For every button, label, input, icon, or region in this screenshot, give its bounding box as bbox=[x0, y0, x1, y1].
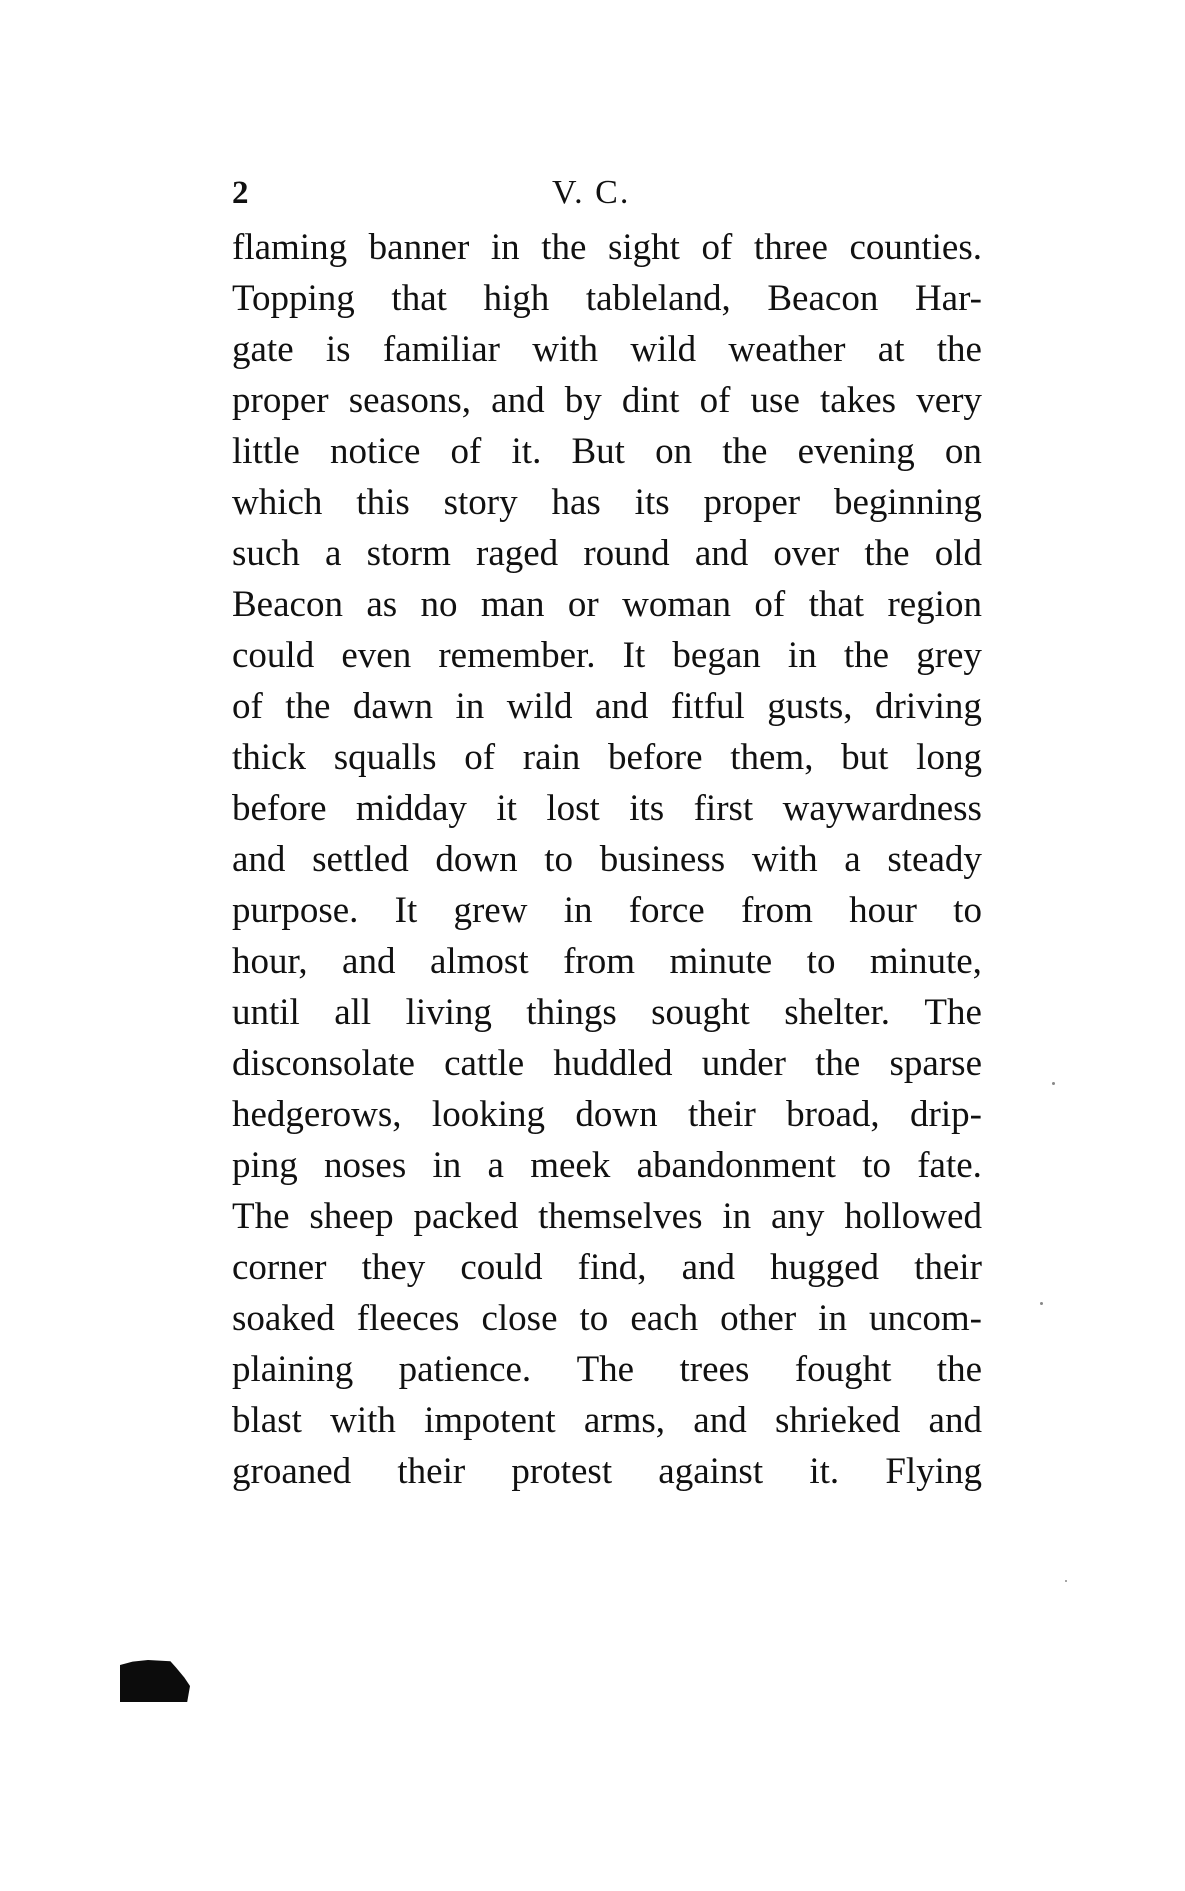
word: things bbox=[526, 992, 617, 1033]
word: remember. bbox=[438, 635, 596, 676]
word: disconsolate bbox=[232, 1043, 415, 1084]
word: such bbox=[232, 533, 300, 574]
page-number: 2 bbox=[232, 175, 249, 211]
word: before bbox=[608, 737, 703, 778]
word: in bbox=[432, 1145, 462, 1186]
word: other bbox=[720, 1298, 797, 1339]
word: rain bbox=[522, 737, 581, 778]
word: even bbox=[341, 635, 412, 676]
word: first bbox=[693, 788, 754, 829]
word: dint bbox=[621, 380, 680, 421]
text-line bbox=[232, 579, 982, 630]
text-line bbox=[232, 1140, 982, 1191]
text-line bbox=[232, 936, 982, 987]
word: living bbox=[405, 992, 492, 1033]
word: region bbox=[887, 584, 982, 625]
word: plaining bbox=[232, 1349, 354, 1390]
body-text bbox=[232, 222, 982, 1497]
word: protest bbox=[511, 1451, 613, 1492]
word: But bbox=[571, 431, 625, 472]
word: the bbox=[285, 686, 331, 727]
word: proper bbox=[232, 380, 329, 421]
word: beginning bbox=[833, 482, 982, 523]
word: seasons, bbox=[348, 380, 472, 421]
word: abandonment bbox=[636, 1145, 836, 1186]
word: or bbox=[567, 584, 599, 625]
running-head bbox=[232, 168, 982, 218]
word: Har- bbox=[914, 278, 982, 319]
text-line bbox=[232, 783, 982, 834]
word: before bbox=[232, 788, 327, 829]
text-line bbox=[232, 732, 982, 783]
word: all bbox=[334, 992, 372, 1033]
word: they bbox=[361, 1247, 426, 1288]
word: The bbox=[232, 1196, 290, 1237]
word: evening bbox=[797, 431, 915, 472]
word: looking bbox=[431, 1094, 545, 1135]
word: fate. bbox=[917, 1145, 982, 1186]
word: a bbox=[844, 839, 861, 880]
text-line bbox=[232, 1242, 982, 1293]
word: Flying bbox=[885, 1451, 982, 1492]
word: steady bbox=[887, 839, 982, 880]
word: midday bbox=[355, 788, 467, 829]
word: weather bbox=[728, 329, 846, 370]
word: fought bbox=[794, 1349, 892, 1390]
word: corner bbox=[232, 1247, 327, 1288]
word: grew bbox=[453, 890, 528, 931]
text-line bbox=[232, 681, 982, 732]
word: in bbox=[563, 890, 593, 931]
word: the bbox=[815, 1043, 861, 1084]
text-line bbox=[232, 834, 982, 885]
word: as bbox=[366, 584, 398, 625]
word: their bbox=[914, 1247, 982, 1288]
word: the bbox=[843, 635, 890, 676]
word: it bbox=[496, 788, 517, 829]
word: wild bbox=[630, 329, 697, 370]
word: and bbox=[693, 1400, 747, 1441]
word: use bbox=[750, 380, 800, 421]
word: down bbox=[575, 1094, 658, 1135]
word: noses bbox=[324, 1145, 407, 1186]
word: Beacon bbox=[232, 584, 343, 625]
text-line bbox=[232, 885, 982, 936]
word: its bbox=[629, 788, 665, 829]
word: with bbox=[330, 1400, 396, 1441]
word: dawn bbox=[352, 686, 434, 727]
word: at bbox=[877, 329, 905, 370]
word: packed bbox=[413, 1196, 519, 1237]
text-line bbox=[232, 273, 982, 324]
text-line bbox=[232, 1446, 982, 1497]
word: driving bbox=[875, 686, 982, 727]
word: notice bbox=[329, 431, 421, 472]
word: takes bbox=[820, 380, 897, 421]
word: blast bbox=[232, 1400, 302, 1441]
word: flaming bbox=[232, 227, 348, 268]
word: began bbox=[672, 635, 761, 676]
word: grey bbox=[916, 635, 982, 676]
word: the bbox=[722, 431, 768, 472]
word: broad, bbox=[786, 1094, 880, 1135]
word: business bbox=[599, 839, 726, 880]
text-line bbox=[232, 1191, 982, 1242]
word: sheep bbox=[309, 1196, 394, 1237]
word: It bbox=[394, 890, 418, 931]
word: It bbox=[622, 635, 646, 676]
word: fitful bbox=[670, 686, 745, 727]
word: ping bbox=[232, 1145, 298, 1186]
word: lost bbox=[546, 788, 600, 829]
word: their bbox=[687, 1094, 756, 1135]
word: The bbox=[576, 1349, 635, 1390]
word: from bbox=[563, 941, 635, 982]
word: against bbox=[658, 1451, 764, 1492]
word: shelter. bbox=[784, 992, 891, 1033]
word: thick bbox=[232, 737, 306, 778]
text-line bbox=[232, 1344, 982, 1395]
word: hour, bbox=[232, 941, 308, 982]
scan-speck bbox=[1065, 1580, 1067, 1582]
scan-speck bbox=[1040, 1302, 1043, 1305]
word: Beacon bbox=[767, 278, 879, 319]
word: woman bbox=[622, 584, 732, 625]
word: to bbox=[579, 1298, 609, 1339]
word: arms, bbox=[583, 1400, 666, 1441]
word: until bbox=[232, 992, 300, 1033]
word: to bbox=[953, 890, 982, 931]
word: settled bbox=[312, 839, 409, 880]
word: three bbox=[753, 227, 828, 268]
word: waywardness bbox=[782, 788, 982, 829]
scan-speck bbox=[1052, 1082, 1055, 1085]
word: fleeces bbox=[356, 1298, 460, 1339]
word: in bbox=[818, 1298, 847, 1339]
word: banner bbox=[368, 227, 470, 268]
word: it. bbox=[511, 431, 542, 472]
word: to bbox=[806, 941, 836, 982]
word: The bbox=[924, 992, 982, 1033]
word: and bbox=[694, 533, 749, 574]
word: and bbox=[491, 380, 545, 421]
word: close bbox=[481, 1298, 558, 1339]
word: man bbox=[480, 584, 545, 625]
word: to bbox=[544, 839, 574, 880]
word: minute bbox=[669, 941, 773, 982]
word: shrieked bbox=[774, 1400, 901, 1441]
word: could bbox=[460, 1247, 543, 1288]
text-line bbox=[232, 426, 982, 477]
text-line bbox=[232, 477, 982, 528]
word: over bbox=[773, 533, 840, 574]
text-line bbox=[232, 987, 982, 1038]
word: wild bbox=[506, 686, 573, 727]
word: no bbox=[420, 584, 458, 625]
word: drip- bbox=[910, 1094, 982, 1135]
word: purpose. bbox=[232, 890, 359, 931]
word: sight bbox=[608, 227, 680, 268]
word: them, bbox=[730, 737, 814, 778]
text-line bbox=[232, 630, 982, 681]
word: counties. bbox=[849, 227, 982, 268]
word: minute, bbox=[869, 941, 982, 982]
text-line bbox=[232, 222, 982, 273]
word: meek bbox=[530, 1145, 611, 1186]
word: hour bbox=[849, 890, 917, 931]
word: of bbox=[464, 737, 496, 778]
word: raged bbox=[476, 533, 559, 574]
word: little bbox=[232, 431, 300, 472]
word: is bbox=[325, 329, 351, 370]
scan-artifact bbox=[120, 1660, 190, 1702]
word: gusts, bbox=[767, 686, 853, 727]
word: and bbox=[342, 941, 396, 982]
word: which bbox=[232, 482, 323, 523]
word: very bbox=[916, 380, 982, 421]
word: that bbox=[808, 584, 865, 625]
word: hollowed bbox=[844, 1196, 982, 1237]
word: patience. bbox=[398, 1349, 532, 1390]
word: a bbox=[324, 533, 342, 574]
word: find, bbox=[577, 1247, 647, 1288]
text-line bbox=[232, 1089, 982, 1140]
word: and bbox=[232, 839, 286, 880]
word: squalls bbox=[333, 737, 437, 778]
word: in bbox=[722, 1196, 752, 1237]
word: sought bbox=[651, 992, 750, 1033]
word: could bbox=[232, 635, 315, 676]
word: the bbox=[541, 227, 587, 268]
word: trees bbox=[679, 1349, 750, 1390]
text-line bbox=[232, 324, 982, 375]
text-line bbox=[232, 375, 982, 426]
word: the bbox=[864, 533, 910, 574]
word: almost bbox=[429, 941, 529, 982]
word: to bbox=[862, 1145, 891, 1186]
word: familiar bbox=[382, 329, 500, 370]
word: story bbox=[443, 482, 518, 523]
word: hugged bbox=[770, 1247, 880, 1288]
word: in bbox=[490, 227, 520, 268]
word: with bbox=[751, 839, 818, 880]
word: sparse bbox=[889, 1043, 982, 1084]
word: that bbox=[391, 278, 447, 319]
word: huddled bbox=[553, 1043, 673, 1084]
text-line bbox=[232, 1038, 982, 1089]
word: the bbox=[936, 1349, 982, 1390]
text-line bbox=[232, 1395, 982, 1446]
word: Topping bbox=[232, 278, 355, 319]
word: has bbox=[551, 482, 601, 523]
text-line bbox=[232, 1293, 982, 1344]
running-title: V. C. bbox=[552, 174, 631, 211]
word: their bbox=[397, 1451, 466, 1492]
word: long bbox=[916, 737, 982, 778]
word: soaked bbox=[232, 1298, 335, 1339]
word: of bbox=[450, 431, 482, 472]
word: with bbox=[532, 329, 599, 370]
word: each bbox=[630, 1298, 699, 1339]
word: hedgerows, bbox=[232, 1094, 402, 1135]
word: uncom- bbox=[868, 1298, 982, 1339]
word: in bbox=[787, 635, 817, 676]
word: its bbox=[634, 482, 670, 523]
word: old bbox=[934, 533, 982, 574]
word: tableland, bbox=[585, 278, 731, 319]
word: high bbox=[483, 278, 550, 319]
word: proper bbox=[703, 482, 801, 523]
word: by bbox=[564, 380, 602, 421]
word: storm bbox=[366, 533, 451, 574]
word: of bbox=[699, 380, 731, 421]
word: this bbox=[356, 482, 410, 523]
word: but bbox=[841, 737, 889, 778]
word: themselves bbox=[538, 1196, 703, 1237]
word: under bbox=[701, 1043, 786, 1084]
word: gate bbox=[232, 329, 294, 370]
word: in bbox=[455, 686, 485, 727]
word: from bbox=[740, 890, 813, 931]
word: and bbox=[594, 686, 649, 727]
word: a bbox=[487, 1145, 504, 1186]
word: impotent bbox=[424, 1400, 556, 1441]
word: on bbox=[655, 431, 693, 472]
word: on bbox=[944, 431, 982, 472]
word: the bbox=[936, 329, 982, 370]
word: force bbox=[628, 890, 705, 931]
word: round bbox=[583, 533, 670, 574]
word: down bbox=[435, 839, 518, 880]
word: of bbox=[701, 227, 733, 268]
word: of bbox=[232, 686, 263, 727]
word: of bbox=[754, 584, 786, 625]
text-line bbox=[232, 528, 982, 579]
word: groaned bbox=[232, 1451, 352, 1492]
word: and bbox=[928, 1400, 982, 1441]
word: and bbox=[681, 1247, 736, 1288]
word: it. bbox=[809, 1451, 840, 1492]
word: cattle bbox=[444, 1043, 525, 1084]
word: any bbox=[770, 1196, 825, 1237]
